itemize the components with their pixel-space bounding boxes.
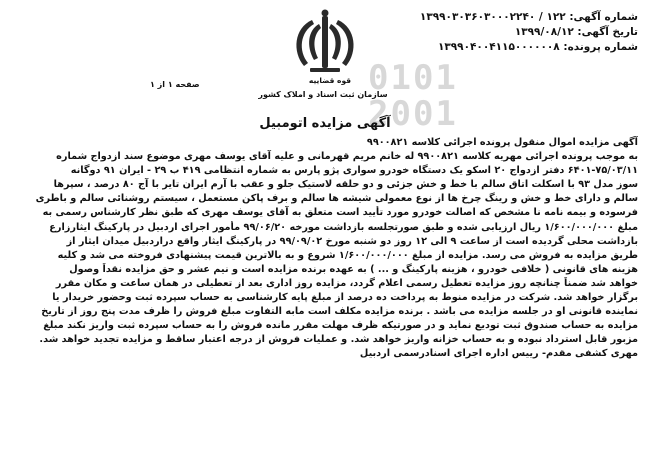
body-line: برگزار خواهد شد. شرکت در مزایده منوط به پرداخت ده درصد از مبلغ پایه کارشناسی به حساب سپرده ثبت وحضور خریدار یا xyxy=(52,292,638,304)
notice-title: آگهی مزایده اتومبیل xyxy=(259,116,391,131)
notice-meta xyxy=(408,10,638,55)
body-line: مبلغ ۱/۶۰۰/۰۰۰/۰۰۰ ریال ارزیابی شده و طبق صورتجلسه بازداشت مورخه ۹۹/۰۶/۲۰ مأمور اجرای اردبیل در پارکینگ ایثارزارع xyxy=(49,221,638,233)
body-line: سالم و دارای خط و خش و رینگ چرخ ها از نوع معمولی شیشه ها سالم و برف پاکن مستعمل ، سیستم روشنائی سالم و باطری xyxy=(35,193,638,205)
body-line: مزایده به حساب صندوق ثبت تودیع نماید و در صورتیکه ظرف مهلت مقرر مانده فروش را به حساب سپرده ثبت واریز نکند مبلغ xyxy=(43,320,638,332)
watermark-line: 0101 xyxy=(368,58,458,98)
signature-line: مهری کشفی مقدم- رییس اداره اجرای اسنادرسمی اردبیل xyxy=(359,348,638,360)
body-line: فرسوده و بیمه نامه نا مشخص که اصالت خودرو مورد تأیید است متعلق به آقای یوسف مهری که طبق نظر کارشناس رسمی به xyxy=(42,207,638,219)
file-number: شماره پرونده: ۱۳۹۹۰۴۰۰۴۱۱۵۰۰۰۰۰۰۸ xyxy=(437,41,638,53)
body-line: خواهد شد ضمناً چنانچه روز مزایده تعطیل رسمی اعلام گردد، مزایده روز اداری بعد از تعطیلی در همان ساعت و مکان مقرر xyxy=(55,277,638,289)
body-line: ۶۴۰۱-۷۵/۰۳/۱۱ دفتر ازدواج ۲۰ اسکو یک دستگاه خودرو سواری پژو پارس به شماره انتظامی ۴۱۹ ب ۲۹ - ایران ۹۱ دوگانه xyxy=(70,165,638,177)
body-line: هزینه های قانونی ( خلافی خودرو ، هزینه پارکینگ و ... ) به عهده برنده مزایده است و نیم عشر و حق مزایده نقداً وصول xyxy=(69,263,638,275)
org-name-registration: سازمان ثبت اسناد و املاک کشور xyxy=(258,90,388,99)
notice-number: شماره آگهی: ۱۲۲ / ۱۳۹۹۰۳۰۳۶۰۳۰۰۰۲۲۴۰ xyxy=(419,11,638,23)
body-line: طریق مزایده به فروش می رسد. مزایده از مبلغ ۱/۶۰۰/۰۰۰/۰۰۰ شروع و به بالاترین قیمت پیشنهادی فروخته می شد و کلیه xyxy=(57,249,638,261)
body-line: نماینده قانونی او در جلسه مزایده می باشد . برنده مزایده مکلف است مابه التفاوت مبلغ فروش را ظرف مدت پنج روز از تاریخ xyxy=(41,306,638,318)
body-line: به موجب پرونده اجرائی مهریه کلاسه ۹۹۰۰۸۲۱ له خانم مریم قهرمانی و علیه آقای یوسف مهری موضوع سند ازدواج شماره xyxy=(56,151,638,163)
body-line: آگهی مزایده اموال منقول پرونده اجرائی کلاسه ۹۹۰۰۸۲۱ xyxy=(366,137,638,148)
org-name-judiciary: قوه قضاییه xyxy=(308,76,352,85)
watermark-line: 2001 xyxy=(368,94,458,134)
notice-body xyxy=(10,136,638,362)
body-line: سوز مدل ۹۳ با اسکلت اتاق سالم با خط و خش جزئی و دو حلقه لاستیک جلو و عقب با آرم ایران تایر با آج ۸۰ درصد ، سپرها xyxy=(53,179,638,191)
body-line: مزبور قابل استرداد نبوده و به حساب خزانه واریز خواهد شد. و عملیات فروش از درجه اعتبار ساقط و مزایده تجدید خواهد شد. xyxy=(39,334,638,346)
judiciary-emblem-icon xyxy=(264,6,386,102)
notice-date: تاریخ آگهی: ۱۳۹۹/۰۸/۱۲ xyxy=(514,26,638,38)
page-indicator: صفحه ۱ از ۱ xyxy=(150,80,200,89)
body-line: بازداشت محلی گردیده است از ساعت ۹ الی ۱۲ روز دو شنبه مورخ ۹۹/۰۹/۰۲ در پارکینگ ایثار واقع دراردبیل میدان ایثار از xyxy=(66,235,638,247)
